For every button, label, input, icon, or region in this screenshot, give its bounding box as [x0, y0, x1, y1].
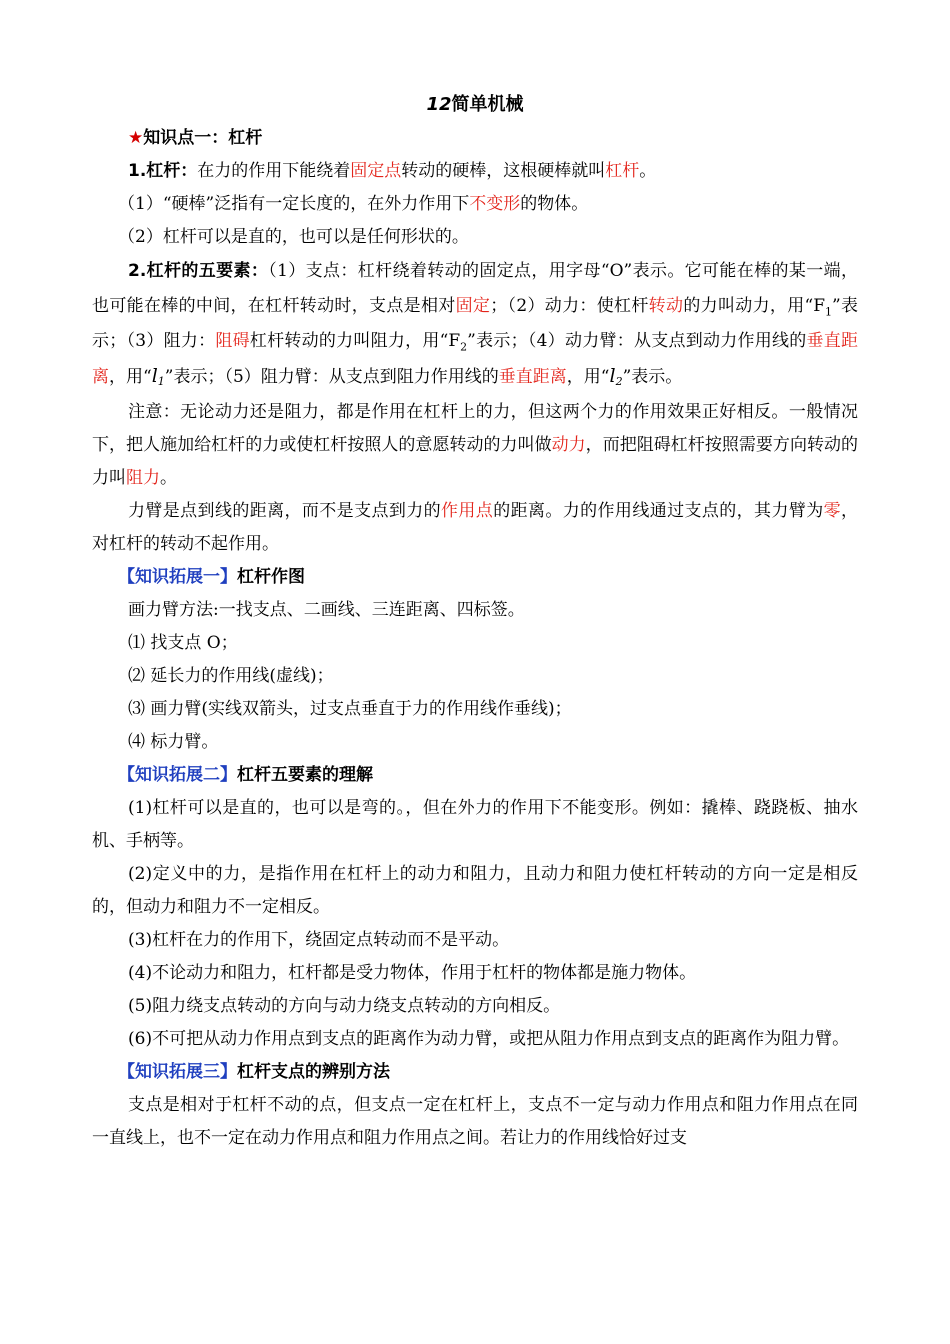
- highlight: 零: [823, 501, 842, 521]
- text: 注意：无论动力还是阻力，都是作用在杠杆上的力，但这两个力的作用效果正好相反。一般情况下，把人施加给杠杆的力或使杠杆按照人的意愿转动的力叫做: [92, 402, 858, 455]
- text: （2）杠杆可以是直的，也可以是任何形状的。: [118, 227, 469, 247]
- extension-heading-text: 杠杆支点的辨别方法: [237, 1062, 390, 1082]
- text: （1）“硬棒”泛指有一定长度的，在外力作用下: [118, 194, 470, 214]
- subscript: 2: [460, 340, 468, 354]
- paragraph-rigid-bar: [92, 188, 858, 221]
- extension-2-line: (2)定义中的力，是指作用在杠杆上的动力和阻力，且动力和阻力使杠杆转动的方向一定是相反的，但动力和阻力不一定相反。: [92, 864, 858, 917]
- text: ”表示；（3）阻力：: [92, 296, 859, 351]
- title-text: 简单机械: [451, 94, 524, 115]
- text: ”表示；（5）阻力臂：从支点到阻力作用线的: [164, 367, 499, 387]
- text: （1）支点：杠杆绕着转动的固定点，用字母“O”表示。它可能在棒的某一端，也可能在棒的中间，在杠杆转动时，支点是相对: [92, 261, 858, 316]
- text: 的距离。力的作用线通过支点的，其力臂为: [493, 501, 824, 521]
- text: 在力的作用下能绕着: [197, 161, 351, 181]
- page-title: [92, 88, 858, 122]
- text: ”表示；（4）动力臂：从支点到动力作用线的: [467, 331, 807, 351]
- text: 的力叫动力，用“F: [683, 296, 825, 316]
- extension-tag: 【知识拓展二】: [118, 765, 237, 785]
- extension-heading-3: [92, 1056, 858, 1089]
- highlight: 阻力: [126, 468, 160, 488]
- text: 转动的硬棒，这根硬棒就叫: [401, 161, 606, 181]
- section-heading-knowledge-1: [92, 122, 858, 155]
- extension-2-line: (4)不论动力和阻力，杠杆都是受力物体，作用于杠杆的物体都是施力物体。: [128, 963, 697, 983]
- extension-heading-2: [92, 759, 858, 792]
- extension-2-line: (6)不可把从动力作用点到支点的距离作为动力臂，或把从阻力作用点到支点的距离作为阻力臂。: [128, 1029, 850, 1049]
- star-icon: ★: [128, 128, 144, 148]
- text: ”表示。: [622, 367, 683, 387]
- highlight: 作用点: [441, 501, 494, 521]
- symbol-letter: l: [151, 365, 158, 387]
- paragraph-note: [92, 396, 858, 495]
- paragraph-lever-shape: [92, 221, 858, 254]
- highlight: 固定: [455, 296, 491, 316]
- text: 的物体。: [520, 194, 589, 214]
- highlight: 转动: [648, 296, 684, 316]
- paragraph-moment-arm: [92, 495, 858, 561]
- text: ，用“: [109, 367, 152, 387]
- extension-2-line: (3)杠杆在力的作用下，绕固定点转动而不是平动。: [128, 930, 510, 950]
- extension-heading-text: 杠杆五要素的理解: [237, 765, 373, 785]
- document-page: [92, 88, 858, 1155]
- symbol-l1: [152, 365, 165, 387]
- symbol-l2: [610, 365, 623, 387]
- highlight: 动力: [551, 435, 586, 455]
- extension-heading-1: [92, 561, 858, 594]
- extension-tag: 【知识拓展三】: [118, 1062, 237, 1082]
- highlight: 不变形: [469, 194, 521, 214]
- term-label: 2.杠杆的五要素：: [128, 261, 269, 281]
- paragraph-five-elements: [92, 254, 858, 396]
- section-heading-text: 知识点一：杠杆: [143, 128, 263, 148]
- title-number: 12: [426, 94, 452, 115]
- highlight: 垂直距离: [92, 331, 859, 387]
- highlight: 杠杆: [605, 161, 640, 181]
- extension-heading-text: 杠杆作图: [237, 567, 305, 587]
- subscript: 1: [825, 305, 832, 319]
- text: ；（2）动力：使杠杆: [490, 296, 649, 316]
- text: 力臂是点到线的距离，而不是支点到力的: [128, 501, 442, 521]
- symbol-letter: l: [609, 365, 616, 387]
- text: 。: [160, 468, 177, 488]
- paragraph-lever-definition: [92, 155, 858, 188]
- text: 。: [639, 161, 657, 181]
- extension-1-line: 画力臂方法:一找支点、二画线、三连距离、四标签。: [128, 600, 525, 620]
- text: 杠杆转动的力叫阻力，用“F: [249, 331, 461, 351]
- text: ，而把阻碍杠杆按照需要方向转动的力叫: [92, 435, 859, 488]
- highlight: 阻碍: [215, 331, 250, 351]
- highlight: 垂直距离: [498, 367, 567, 387]
- highlight: 固定点: [350, 161, 402, 181]
- extension-1-line: ⑵ 延长力的作用线(虚线)；: [128, 666, 334, 686]
- text: ，对杠杆的转动不起作用。: [92, 501, 859, 554]
- extension-3-line: 支点是相对于杠杆不动的点，但支点一定在杠杆上，支点不一定与动力作用点和阻力作用点在同一直线上，也不一定在动力作用点和阻力作用点之间。若让力的作用线恰好过支: [92, 1095, 858, 1148]
- extension-1-line: ⑷ 标力臂。: [128, 732, 219, 752]
- extension-1-line: ⑴ 找支点 O；: [128, 633, 238, 653]
- term-label: 1.杠杆：: [128, 161, 198, 181]
- extension-1-line: ⑶ 画力臂(实线双箭头，过支点垂直于力的作用线作垂线)；: [128, 699, 572, 719]
- extension-2-line: (1)杠杆可以是直的，也可以是弯的。，但在外力的作用下不能变形。例如：撬棒、跷跷板、抽水机、手柄等。: [92, 798, 858, 851]
- subscript: 1: [157, 375, 165, 388]
- extension-tag: 【知识拓展一】: [118, 567, 237, 587]
- text: ，用“: [566, 367, 610, 387]
- extension-2-line: (5)阻力绕支点转动的方向与动力绕支点转动的方向相反。: [128, 996, 561, 1016]
- subscript: 2: [615, 375, 623, 388]
